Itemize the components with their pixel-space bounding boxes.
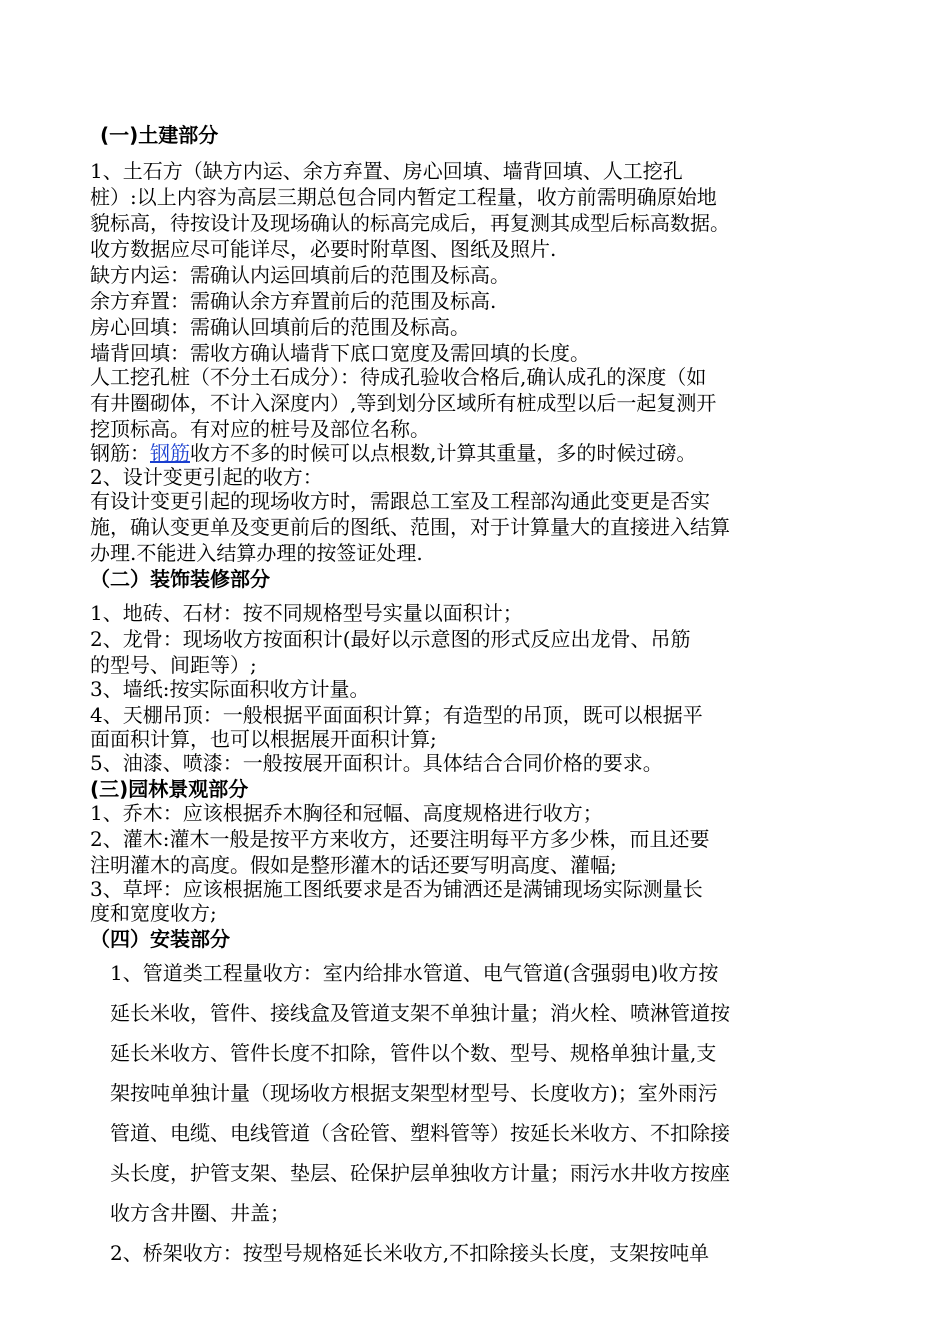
paragraph-line: 架按吨单独计量（现场收方根据支架型材型号、长度收方)；室外雨污 xyxy=(110,1081,718,1105)
list-item: 房心回填：需确认回填前后的范围及标高。 xyxy=(90,315,470,339)
paragraph-line: 的型号、间距等）; xyxy=(90,653,257,677)
rebar-line xyxy=(90,440,830,466)
list-item: 余方弃置：需确认余方弃置前后的范围及标高. xyxy=(90,289,497,313)
paragraph-line: 桩）:以上内容为高层三期总包合同内暂定工程量，收方前需明确原始地 xyxy=(90,185,717,209)
paragraph-line: 貌标高，待按设计及现场确认的标高完成后，再复测其成型后标高数据。 xyxy=(90,211,730,235)
paragraph-line: 度和宽度收方; xyxy=(90,901,217,925)
paragraph-line: 1、管道类工程量收方：室内给排水管道、电气管道(含强弱电)收方按 xyxy=(110,961,719,985)
paragraph-line: 4、天棚吊顶：一般根据平面面积计算；有造型的吊顶，既可以根据平 xyxy=(90,703,703,727)
paragraph-line: 延长米收，管件、接线盒及管道支架不单独计量；消火栓、喷淋管道按 xyxy=(110,1001,730,1025)
subheading-design-change: 2、设计变更引起的收方： xyxy=(90,465,323,489)
rebar-text: 收方不多的时候可以点根数,计算其重量，多的时候过磅。 xyxy=(190,441,697,465)
paragraph-line: 注明灌木的高度。假如是整形灌木的话还要写明高度、灌幅; xyxy=(90,853,617,877)
paragraph-line: 人工挖孔桩（不分土石成分）：待成孔验收合格后,确认成孔的深度（如 xyxy=(90,365,707,389)
paragraph-line: 5、油漆、喷漆：一般按展开面积计。具体结合合同价格的要求。 xyxy=(90,751,663,775)
paragraph-line: 挖顶标高。有对应的桩号及部位名称。 xyxy=(90,417,430,441)
paragraph-line: 1、地砖、石材：按不同规格型号实量以面积计； xyxy=(90,601,523,625)
list-item: 缺方内运：需确认内运回填前后的范围及标高。 xyxy=(90,263,510,287)
section-heading-landscape: (三)园林景观部分 xyxy=(90,777,249,801)
rebar-link[interactable]: 钢筋 xyxy=(150,441,190,465)
paragraph-line: 收方数据应尽可能详尽，必要时附草图、图纸及照片. xyxy=(90,237,557,261)
paragraph-line: 1、乔木：应该根据乔木胸径和冠幅、高度规格进行收方； xyxy=(90,801,603,825)
list-item: 墙背回填：需收方确认墙背下底口宽度及需回填的长度。 xyxy=(90,341,590,365)
paragraph-line: 3、草坪：应该根据施工图纸要求是否为铺洒还是满铺现场实际测量长 xyxy=(90,877,703,901)
paragraph-line: 延长米收方、管件长度不扣除，管件以个数、型号、规格单独计量,支 xyxy=(110,1041,717,1065)
paragraph-line: 1、土石方（缺方内运、余方弃置、房心回填、墙背回填、人工挖孔 xyxy=(90,159,683,183)
paragraph-line: 管道、电缆、电线管道（含砼管、塑料管等）按延长米收方、不扣除接 xyxy=(110,1121,730,1145)
paragraph-line: 面面积计算，也可以根据展开面积计算; xyxy=(90,727,437,751)
section-heading-civil: (一)土建部分 xyxy=(100,123,219,147)
section-heading-decoration: （二）装饰装修部分 xyxy=(90,567,270,591)
paragraph-line: 3、墙纸:按实际面积收方计量。 xyxy=(90,677,370,701)
paragraph-line: 2、灌木:灌木一般是按平方来收方，还要注明每平方多少株，而且还要 xyxy=(90,827,710,851)
paragraph-line: 施，确认变更单及变更前后的图纸、范围，对于计算量大的直接进入结算 xyxy=(90,515,730,539)
paragraph-line: 有设计变更引起的现场收方时，需跟总工室及工程部沟通此变更是否实 xyxy=(90,489,710,513)
paragraph-line: 2、桥架收方：按型号规格延长米收方,不扣除接头长度，支架按吨单 xyxy=(110,1241,710,1265)
paragraph-line: 收方含井圈、井盖； xyxy=(110,1201,290,1225)
paragraph-line: 办理.不能进入结算办理的按签证处理. xyxy=(90,541,423,565)
section-heading-installation: （四）安装部分 xyxy=(90,927,230,951)
rebar-label: 钢筋： xyxy=(90,441,150,465)
paragraph-line: 头长度，护管支架、垫层、砼保护层单独收方计量；雨污水井收方按座 xyxy=(110,1161,730,1185)
paragraph-line: 2、龙骨：现场收方按面积计(最好以示意图的形式反应出龙骨、吊筋 xyxy=(90,627,691,651)
paragraph-line: 有井圈砌体，不计入深度内）,等到划分区域所有桩成型以后一起复测开 xyxy=(90,391,717,415)
